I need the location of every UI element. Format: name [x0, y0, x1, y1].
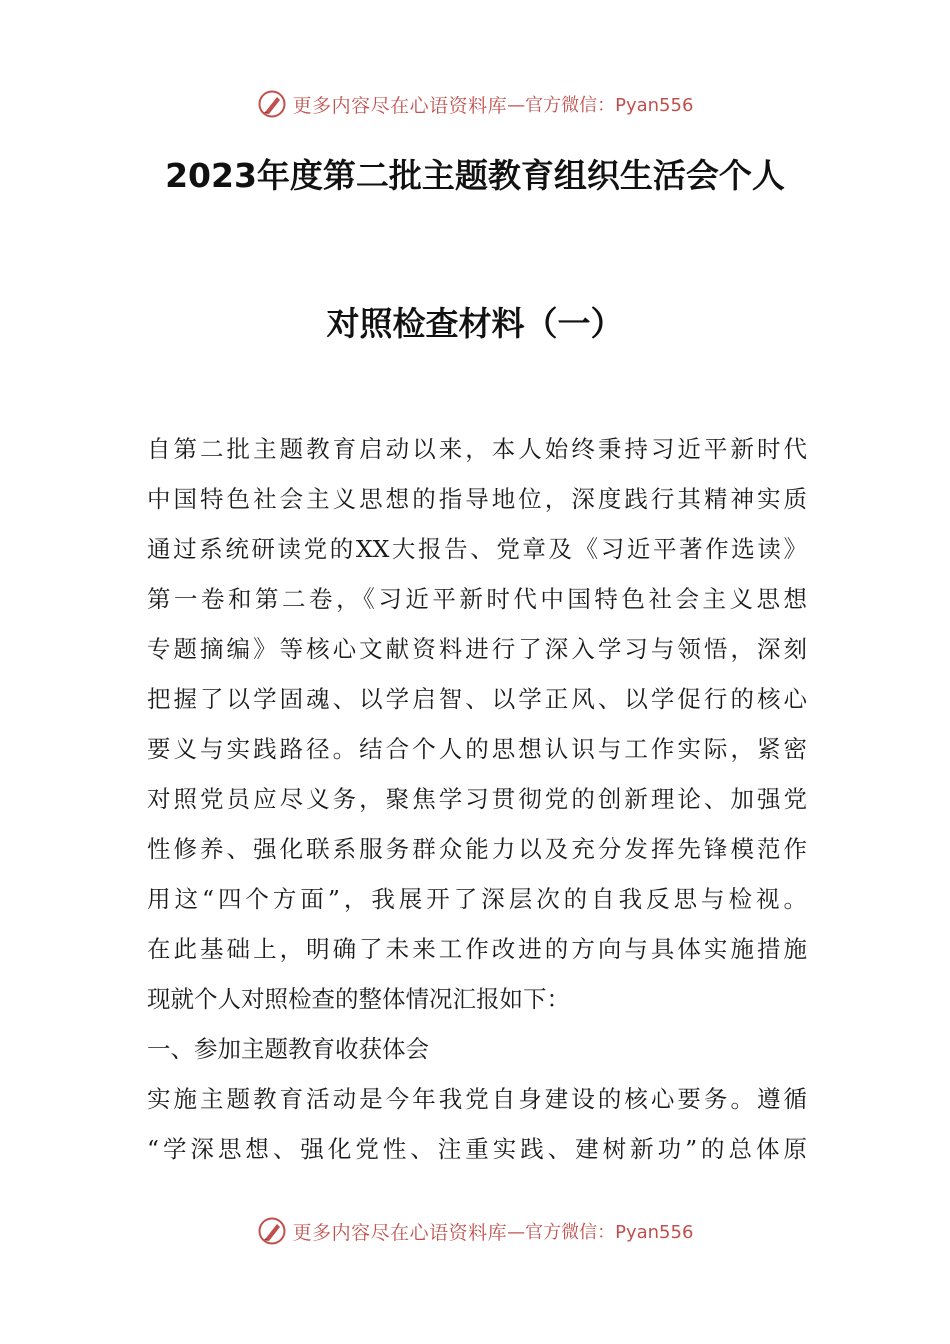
text-line: 性修养、强化联系服务群众能力以及充分发挥先锋模范作: [147, 835, 807, 863]
text-line: 专题摘编》等核心文献资料进行了深入学习与领悟，深刻: [147, 635, 807, 663]
text-line: 中国特色社会主义思想的指导地位，深度践行其精神实质: [147, 485, 807, 513]
text-line: 现就个人对照检查的整体情况汇报如下：: [147, 985, 570, 1013]
text-line: 把握了以学固魂、以学启智、以学正风、以学促行的核心: [147, 685, 807, 713]
text-line: 实施主题教育活动是今年我党自身建设的核心要务。遵循: [147, 1085, 807, 1113]
pen-logo-icon: [257, 1216, 287, 1246]
banner-official: —官方微信：Pyan556: [507, 95, 694, 116]
text-line: 用这“四个方面”，我展开了深层次的自我反思与检视。: [147, 885, 807, 913]
document-title-line-2: 对照检查材料（一）: [326, 304, 624, 343]
text-line: 在此基础上，明确了未来工作改进的方向与具体实施措施: [147, 935, 807, 963]
banner-official: —官方微信：Pyan556: [507, 1222, 694, 1243]
pen-logo-icon: [257, 89, 287, 119]
document-title-line-1: 2023年度第二批主题教育组织生活会个人: [165, 156, 785, 195]
body-text: [147, 424, 807, 1174]
banner-text: 更多内容尽在心语资料库: [292, 1221, 508, 1244]
text-line: 通过系统研读党的XX大报告、党章及《习近平著作选读》: [147, 535, 807, 563]
text-line: 第一卷和第二卷，《习近平新时代中国特色社会主义思想: [147, 585, 807, 613]
footer-banner: [0, 1211, 950, 1251]
text-line: 对照党员应尽义务，聚焦学习贯彻党的创新理论、加强党: [147, 785, 807, 813]
text-line: 自第二批主题教育启动以来，本人始终秉持习近平新时代: [147, 435, 807, 463]
text-line: 要义与实践路径。结合个人的思想认识与工作实际，紧密: [147, 735, 807, 763]
header-banner: [0, 84, 950, 124]
banner-text: 更多内容尽在心语资料库: [292, 94, 508, 117]
text-line: “学深思想、强化党性、注重实践、建树新功”的总体原: [147, 1135, 807, 1163]
section-heading: 一、参加主题教育收获体会: [147, 1035, 429, 1063]
